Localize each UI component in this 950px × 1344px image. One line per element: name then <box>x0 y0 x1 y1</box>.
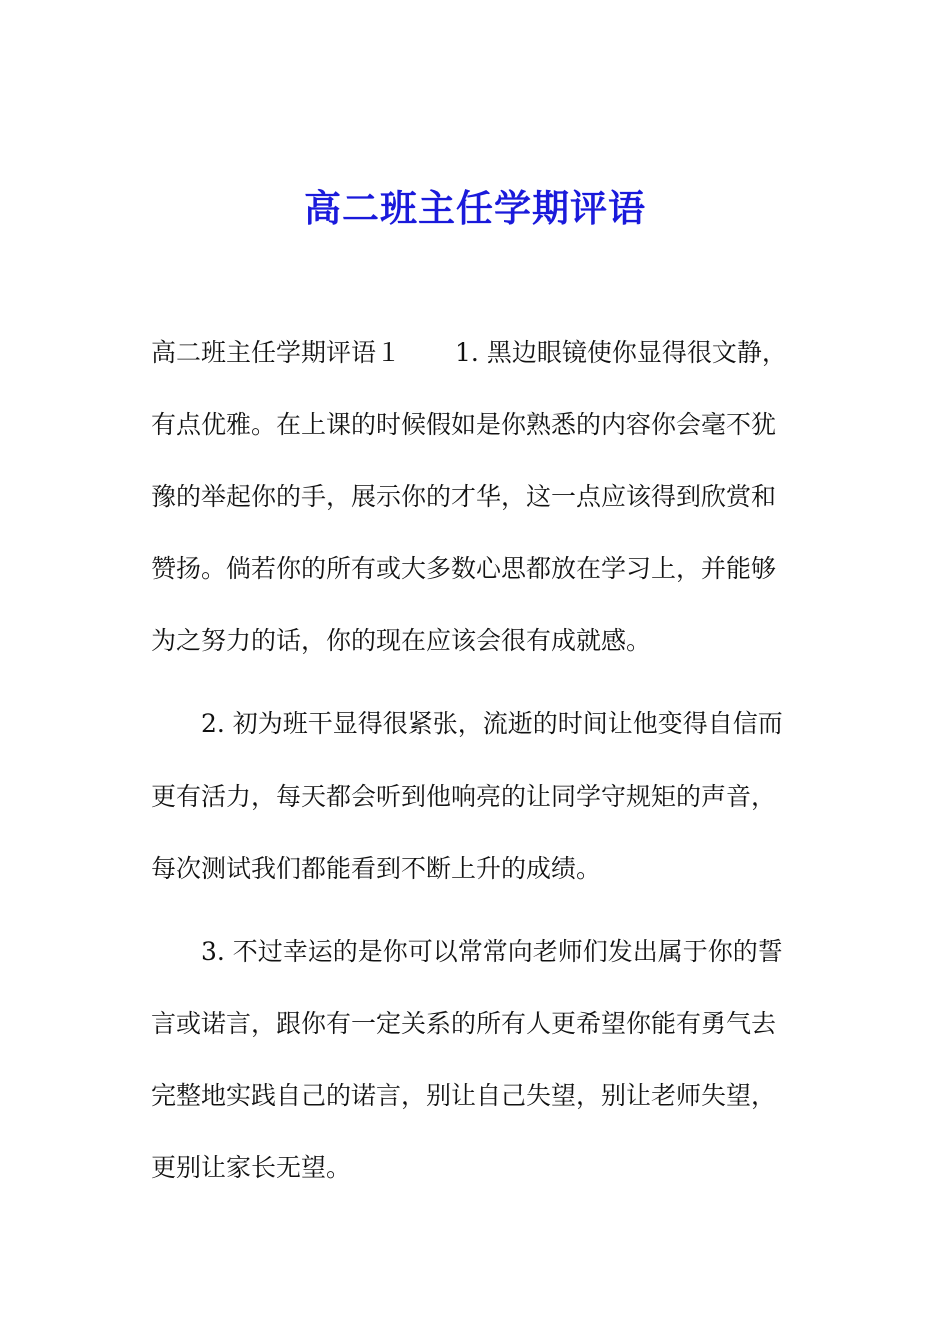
paragraph-2-line-3: 每次测试我们都能看到不断上升的成绩。 <box>151 854 602 883</box>
paragraph-2-line-1: 2. 初为班干显得很紧张，流逝的时间让他变得自信而 <box>201 709 783 738</box>
paragraph-3-line-3: 完整地实践自己的诺言，别让自己失望，别让老师失望， <box>151 1081 777 1110</box>
paragraph-1-line-5: 为之努力的话，你的现在应该会很有成就感。 <box>151 626 652 655</box>
section-heading: 高二班主任学期评语１ <box>151 338 402 367</box>
paragraph-1-line-1 <box>151 336 787 370</box>
paragraph-3-line-2: 言或诺言，跟你有一定关系的所有人更希望你能有勇气去 <box>151 1009 777 1038</box>
paragraph-1-line-4: 赞扬。倘若你的所有或大多数心思都放在学习上，并能够 <box>151 554 777 583</box>
item-1-start: 1. 黑边眼镜使你显得很文静， <box>455 338 787 367</box>
paragraph-1-line-3: 豫的举起你的手，展示你的才华，这一点应该得到欣赏和 <box>151 482 777 511</box>
paragraph-3-line-1: 3. 不过幸运的是你可以常常向老师们发出属于你的誓 <box>201 937 783 966</box>
paragraph-1-line-2: 有点优雅。在上课的时候假如是你熟悉的内容你会毫不犹 <box>151 410 777 439</box>
paragraph-3-line-4: 更别让家长无望。 <box>151 1153 352 1182</box>
document-title: 高二班主任学期评语 <box>304 186 646 230</box>
paragraph-2-line-2: 更有活力，每天都会听到他响亮的让同学守规矩的声音， <box>151 782 777 811</box>
